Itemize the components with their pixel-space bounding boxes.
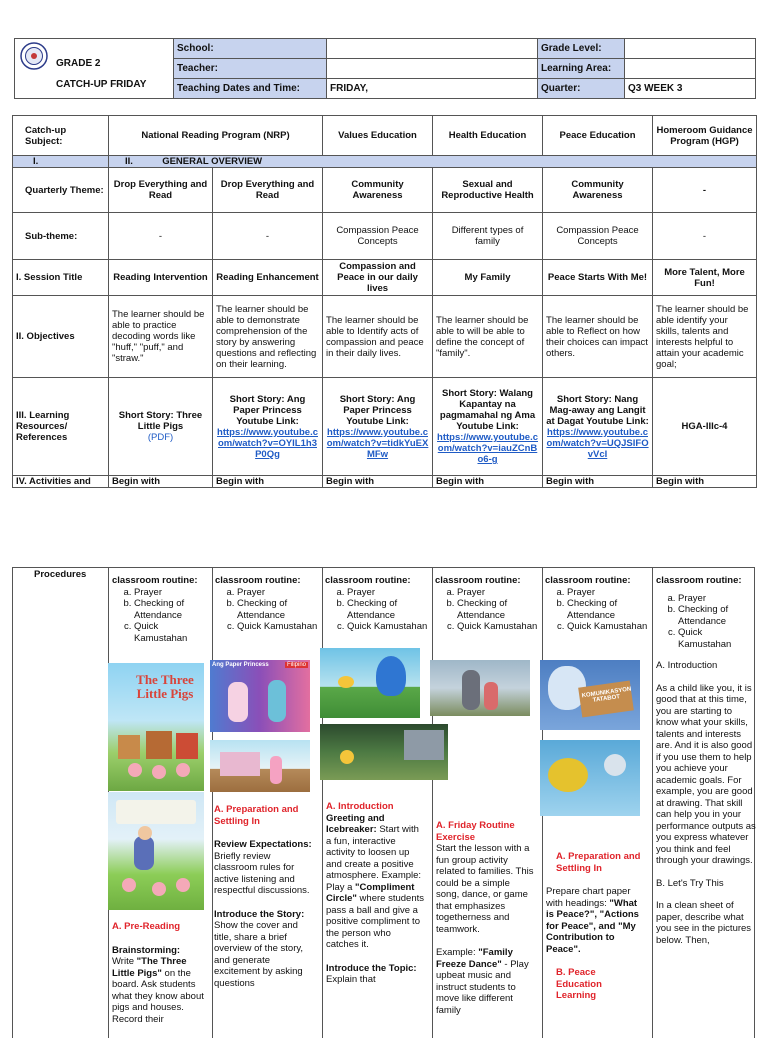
general-overview (109, 156, 757, 168)
activities-label: IV. Activities and (13, 476, 109, 488)
resource-cell (323, 378, 433, 476)
hgp-introduction: A. Introduction (656, 660, 718, 671)
col5-text (546, 851, 642, 1002)
youtube-link[interactable]: https://www.youtube.com/watch?v=tidkYuEXMFw (326, 426, 429, 460)
learning-area-label: Learning Area: (538, 59, 625, 79)
theme-cell: Community Awareness (323, 168, 433, 213)
routine-item: c. Quick Kamustahan (678, 627, 756, 650)
theme-cell: Drop Everything and Read (109, 168, 213, 213)
subtheme-cell: - (109, 213, 213, 260)
preparation-heading: A. Preparation and Settling In (214, 804, 299, 827)
robot-character-image (540, 660, 640, 730)
routine-item: a. Prayer (567, 587, 649, 599)
cover-title: The Three Little Pigs (136, 672, 194, 701)
routine-title: classroom routine: (112, 575, 198, 586)
dates-label: Teaching Dates and Time: (174, 79, 327, 99)
resource-cell (109, 378, 213, 476)
resource-hga: HGA-IIIc-4 (653, 378, 757, 476)
resource-title: Short Story: Nang Mag-away ang Langit at Dagat Youtube Link: (546, 393, 649, 427)
routine-item: c. Quick Kamustahan (134, 621, 208, 644)
routine-item: a. Prayer (347, 587, 429, 599)
review-label: Review Expectations: (214, 839, 312, 850)
routine-item: b. Checking of Attendance (567, 598, 649, 621)
resource-cell (543, 378, 653, 476)
father-child-image (430, 660, 530, 716)
routine-block (325, 575, 429, 633)
paper-princess-image (210, 660, 310, 732)
objective-cell: The learner should be able identify your skills, talents and interests helpful to attain your academic goal; (653, 296, 757, 378)
objective-cell: The learner should be able to practice decoding words like "huff," "puff," and "straw." (109, 296, 213, 378)
quarter-field[interactable]: Q3 WEEK 3 (625, 79, 756, 99)
routine-item: b. Checking of Attendance (347, 598, 429, 621)
begin-cell: Begin with (653, 476, 757, 488)
routine-title: classroom routine: (325, 575, 411, 586)
routine-title: classroom routine: (545, 575, 631, 586)
grade-title: GRADE 2 (56, 58, 101, 69)
introduce-topic-label: Introduce the Topic: (326, 962, 417, 974)
review-text: Briefly review classroom rules for active listening and respectful discussions. (214, 850, 310, 896)
session-cell: More Talent, More Fun! (653, 260, 757, 296)
three-little-pigs-page-image (108, 792, 204, 910)
begin-cell: Begin with (109, 476, 213, 488)
procedures-label: Procedures (34, 569, 87, 580)
general-title: GENERAL OVERVIEW (162, 156, 263, 167)
language-tag: Filipino (286, 662, 306, 668)
objective-cell: The learner should be able to will be able to define the concept of "family". (433, 296, 543, 378)
peace-learning-heading: B. Peace Education Learning (556, 967, 602, 1001)
begin-cell: Begin with (543, 476, 653, 488)
quarter-label: Quarter: (538, 79, 625, 99)
dates-field[interactable]: FRIDAY, (327, 79, 538, 99)
subtheme-label: Sub-theme: (13, 213, 109, 260)
col1-text (112, 921, 208, 1025)
greeting-text: Start with a fun, interactive activity to loosen up and create a positive atmosphere. Example: Play a (326, 824, 422, 893)
resource-cell (213, 378, 323, 476)
pdf-link[interactable]: (PDF) (147, 432, 174, 443)
school-field[interactable] (327, 39, 538, 59)
general-num: I. (13, 156, 109, 168)
greeting-label: Greeting and Icebreaker: (326, 812, 385, 835)
compliment-text: where students pass a ball and give a positive compliment to the person who catches it. (326, 893, 424, 950)
routine-item: c. Quick Kamustahan (237, 621, 319, 633)
example-label: Example: (436, 947, 479, 958)
three-little-pigs-cover-image (108, 663, 204, 791)
image-caption: Ang Paper Princess (212, 662, 269, 668)
general-sub: II. (125, 156, 133, 167)
grade-level-label: Grade Level: (538, 39, 625, 59)
hgp-lets-try: B. Let's Try This (656, 877, 724, 889)
pre-reading-heading: A. Pre-Reading (112, 921, 181, 932)
routine-item: b. Checking of Attendance (134, 598, 208, 621)
objective-cell: The learner should be able to Identify acts of compassion and peace in their daily lives. (323, 296, 433, 378)
session-cell: My Family (433, 260, 543, 296)
begin-cell: Begin with (213, 476, 323, 488)
routine-item: a. Prayer (678, 593, 756, 605)
routine-item: a. Prayer (457, 587, 539, 599)
session-cell: Reading Intervention (109, 260, 213, 296)
resource-cell (433, 378, 543, 476)
paper-princess-scene-image (210, 740, 310, 792)
resource-title: Short Story: Walang Kapantay na pagmamahal ng Ama Youtube Link: (439, 388, 536, 432)
teacher-field[interactable] (327, 59, 538, 79)
routine-title: classroom routine: (435, 575, 521, 586)
routine-item: c. Quick Kamustahan (567, 621, 649, 633)
subject-hgp: Homeroom Guidance Program (HGP) (653, 116, 757, 156)
introduction-heading: A. Introduction (326, 801, 394, 812)
theme-label: Quarterly Theme: (13, 168, 109, 213)
subtheme-cell: - (213, 213, 323, 260)
hgp-paragraph1: As a child like you, it is good that at this time, you are starting to know what your skills, talents and interests are. And it is also good if you use them to help you achieve your academic goals. For example, you are good at drawing. That skill can help you in your performance outputs as you express whatever you think and feel through your drawings. (656, 682, 756, 866)
objective-cell: The learner should be able to demonstrate comprehension of the story by answering questions and reflecting on their learning. (213, 296, 323, 378)
school-label: School: (174, 39, 327, 59)
routine-item: b. Checking of Attendance (678, 604, 756, 627)
begin-cell: Begin with (323, 476, 433, 488)
routine-block (215, 575, 319, 633)
routine-item: c. Quick Kamustahan (347, 621, 429, 633)
friday-routine-text: Start the lesson with a fun group activity related to families. This could be a simple song, dance, or game that emphasizes togetherness and teamwork. (436, 843, 534, 935)
subject-health: Health Education (433, 116, 543, 156)
subject-nrp: National Reading Program (NRP) (109, 116, 323, 156)
introduce-text: Show the cover and title, share a brief overview of the story, and generate excitement by asking questions (214, 920, 304, 989)
resources-label: III. Learning Resources/ References (13, 378, 109, 476)
brainstorming-label: Brainstorming: (112, 944, 181, 956)
hgp-paragraph2: In a clean sheet of paper, describe what you see in the pictures below. Then, (656, 900, 752, 946)
story-name: "The Three Little Pigs" (112, 956, 187, 979)
grade-level-field[interactable] (625, 39, 756, 59)
catchup-title: CATCH-UP FRIDAY (56, 79, 147, 90)
routine-item: a. Prayer (134, 587, 208, 599)
freeze-dance-text: - Play upbeat music and instruct students to move like different family (436, 958, 529, 1016)
routine-block (435, 575, 539, 633)
routine-block (545, 575, 649, 633)
routine-title: classroom routine: (215, 575, 301, 586)
theme-cell: - (653, 168, 757, 213)
routine-item: a. Prayer (237, 587, 319, 599)
routine-title: classroom routine: (656, 575, 742, 586)
routine-item: b. Checking of Attendance (457, 598, 539, 621)
freeze-dance: "Family Freeze Dance" (436, 947, 513, 970)
resource-title: Short Story: Ang Paper Princess Youtube Link: (229, 393, 306, 427)
theme-cell: Drop Everything and Read (213, 168, 323, 213)
routine-block (112, 575, 208, 644)
routine-item: c. Quick Kamustahan (457, 621, 539, 633)
compliment-circle: "Compliment Circle" (326, 881, 415, 904)
objectives-label: II. Objectives (13, 296, 109, 378)
friday-routine-heading: A. Friday Routine Exercise (436, 820, 515, 843)
youtube-link[interactable]: https://www.youtube.com/watch?v=iauZCnBo6-g (437, 432, 538, 465)
garden-scene-image (320, 724, 448, 780)
session-cell: Reading Enhancement (213, 260, 323, 296)
chart-headings: "What is Peace?", "Actions for Peace", and "My Contribution to Peace". (546, 897, 639, 955)
preparation-heading-5: A. Preparation and Settling In (556, 851, 641, 874)
subtheme-cell: - (653, 213, 757, 260)
bird-character-image (540, 740, 640, 816)
routine-block-hgp (656, 575, 756, 946)
session-label: I. Session Title (13, 260, 109, 296)
subject-peace: Peace Education (543, 116, 653, 156)
session-cell: Peace Starts With Me! (543, 260, 653, 296)
subject-label: Catch-up Subject: (13, 116, 109, 156)
introduce-topic-text: Explain that (326, 974, 376, 985)
col4-text (436, 820, 534, 1016)
youtube-link[interactable]: https://www.youtube.com/watch?v=OYIL1h3P0Qg (217, 426, 318, 460)
lesson-table (12, 115, 757, 488)
theme-cell: Community Awareness (543, 168, 653, 213)
resource-title: Short Story: Three Little Pigs (118, 410, 203, 432)
subtheme-cell: Compassion Peace Concepts (323, 213, 433, 260)
col1-text2: on the board. Ask students what they know about pigs and houses. Record their (112, 967, 204, 1025)
introduce-label: Introduce the Story: (214, 908, 305, 920)
col2-text (214, 804, 312, 989)
col1-text1: Write (112, 956, 137, 967)
butterfly-bee-image (320, 648, 420, 718)
chart-paper-text: Prepare chart paper with headings: (546, 886, 631, 909)
resource-title: Short Story: Ang Paper Princess Youtube Link: (339, 393, 416, 427)
learning-area-field[interactable] (625, 59, 756, 79)
session-cell: Compassion and Peace in our daily lives (323, 260, 433, 296)
col3-text (326, 801, 424, 986)
header-table (14, 38, 756, 99)
teacher-label: Teacher: (174, 59, 327, 79)
subject-values: Values Education (323, 116, 433, 156)
routine-item: b. Checking of Attendance (237, 598, 319, 621)
subtheme-cell: Compassion Peace Concepts (543, 213, 653, 260)
objective-cell: The learner should be able to Reflect on how their choices can impact others. (543, 296, 653, 378)
image-caption: KOMUNIKASYON TATABOT (581, 686, 632, 704)
theme-cell: Sexual and Reproductive Health (433, 168, 543, 213)
begin-cell: Begin with (433, 476, 543, 488)
youtube-link[interactable]: https://www.youtube.com/watch?v=UQJSIFOvVcI (546, 426, 649, 460)
subtheme-cell: Different types of family (433, 213, 543, 260)
